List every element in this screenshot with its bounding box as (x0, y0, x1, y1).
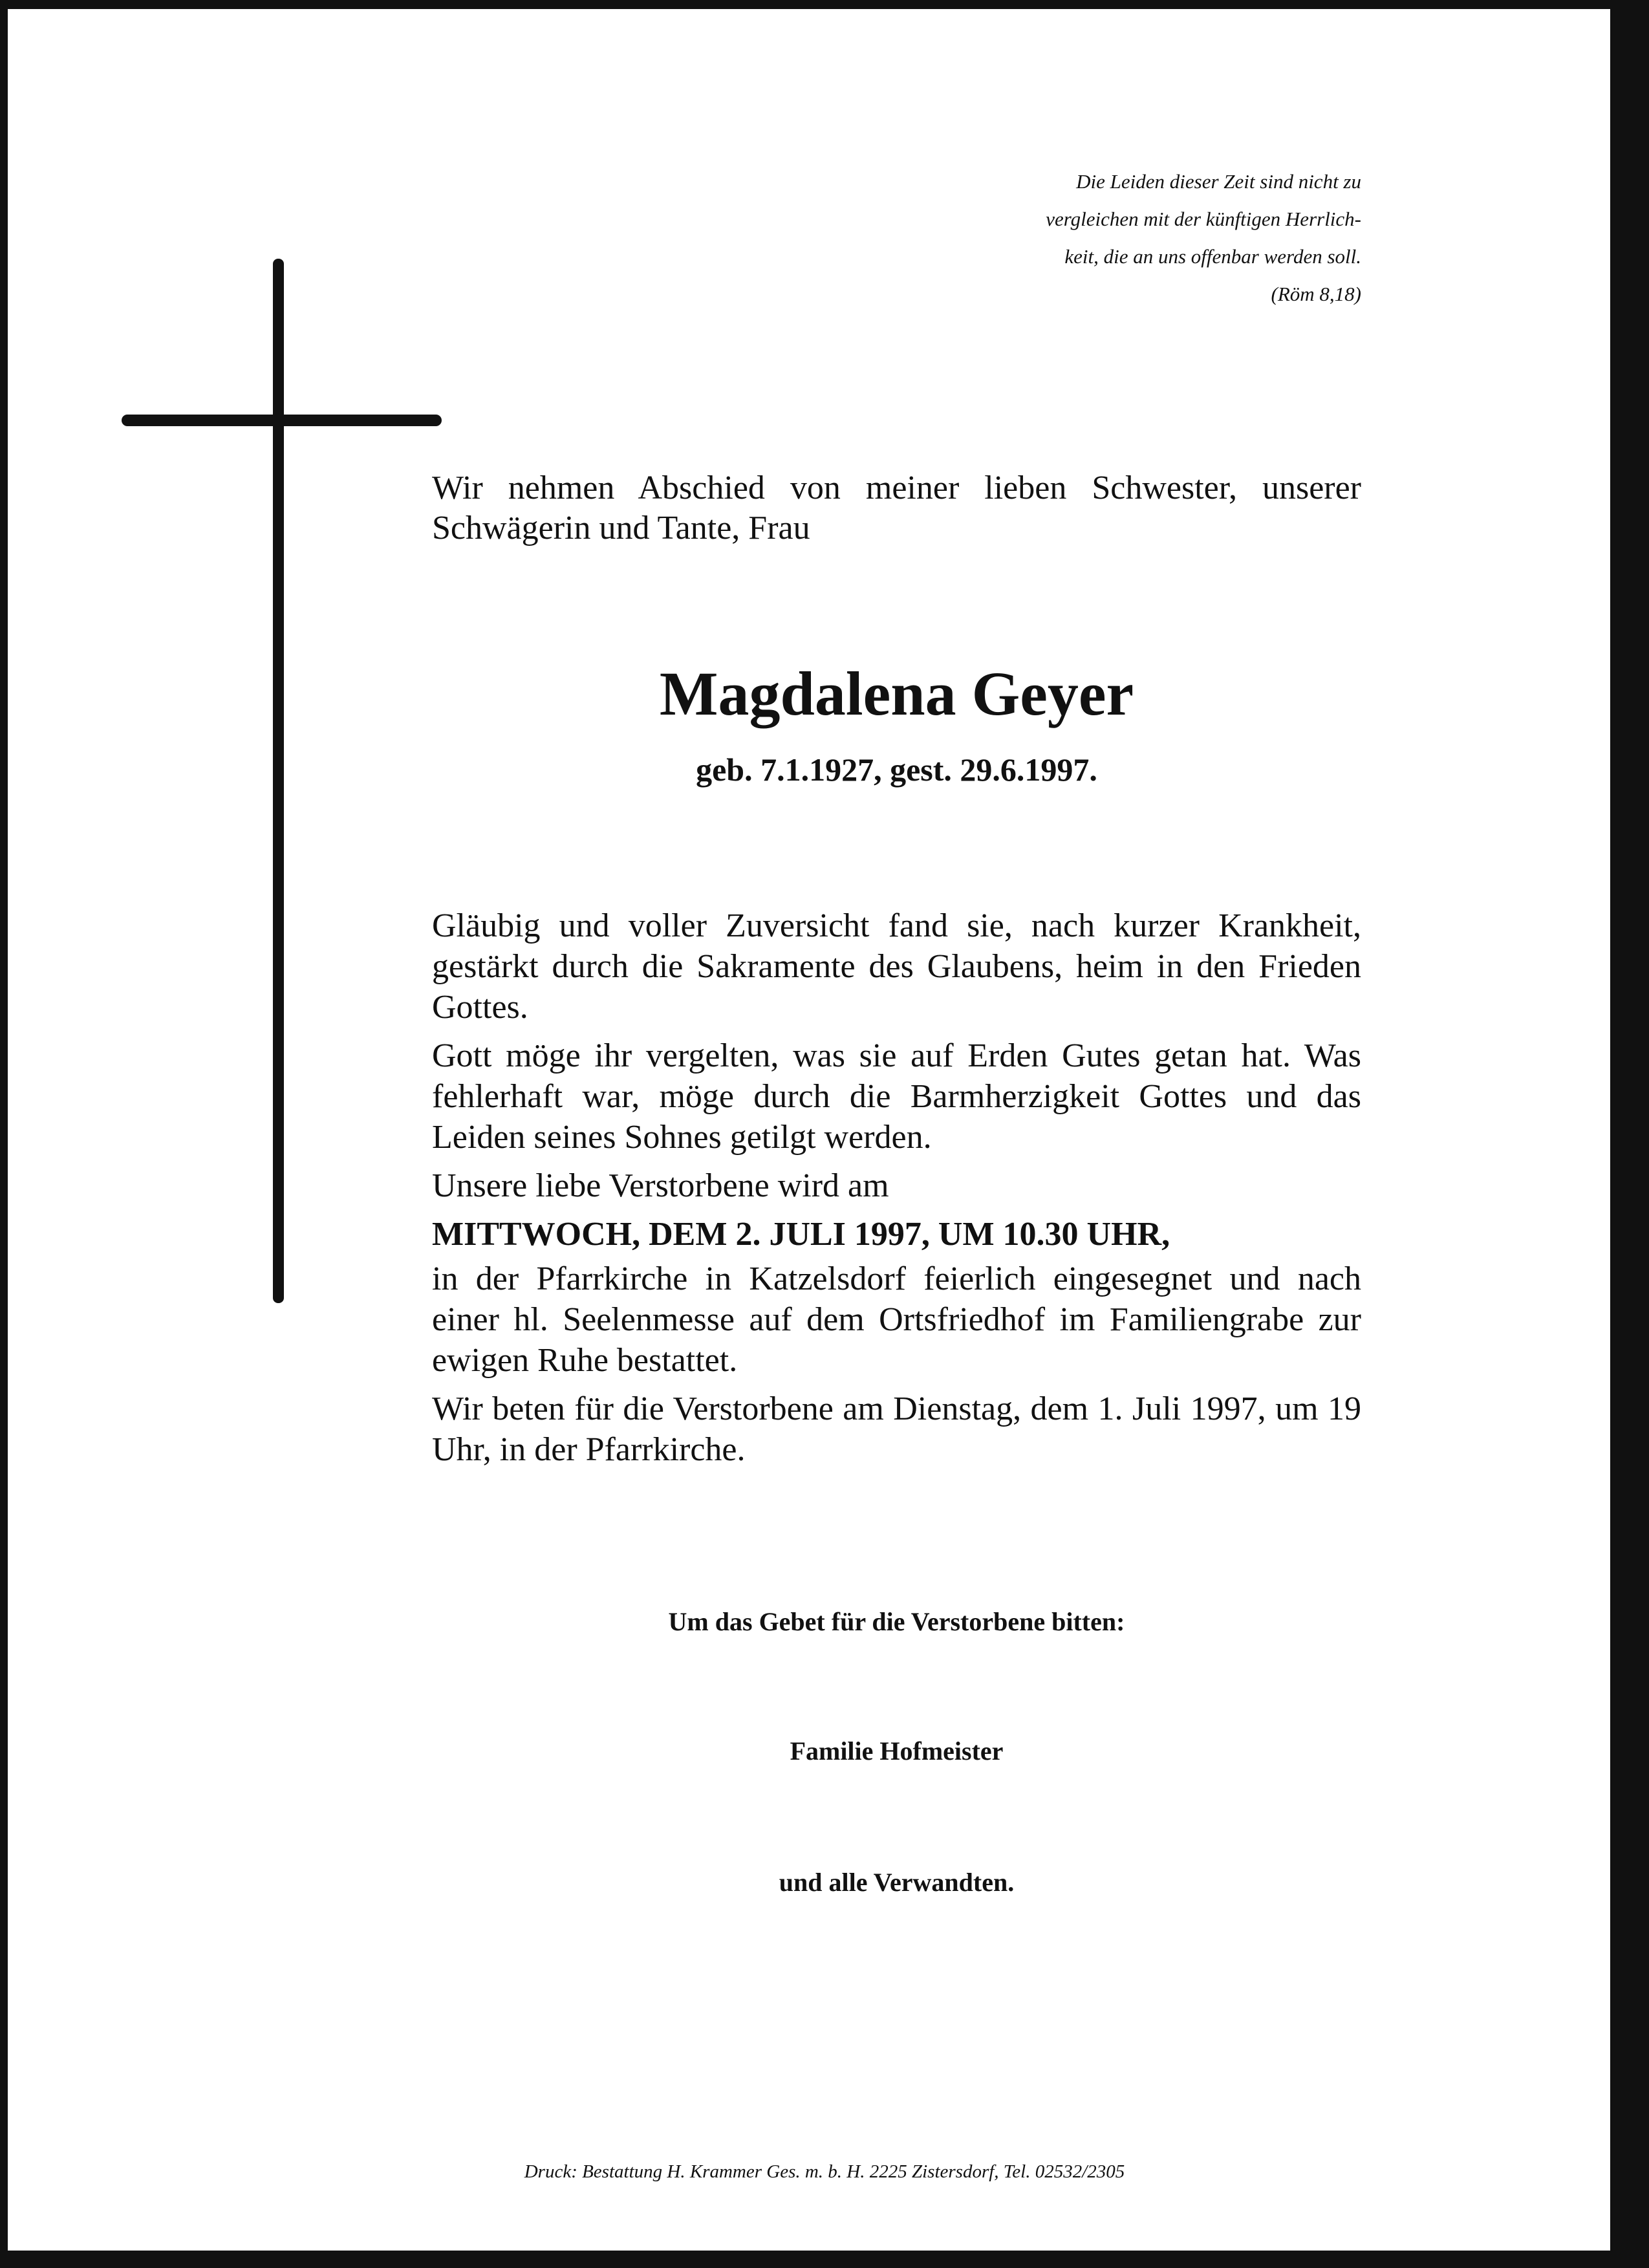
deceased-name: Magdalena Geyer (659, 659, 1134, 728)
obituary-body (432, 905, 1361, 1478)
deceased-dates: geb. 7.1.1927, gest. 29.6.1997. (696, 751, 1097, 788)
verse-line: keit, die an uns offenbar werden soll. (1064, 245, 1361, 268)
scan-border-right (1610, 0, 1649, 2268)
paragraph-faith: Gläubig und voller Zuversicht fand sie, nach kurzer Krankheit, gestärkt durch die Sakramente des Glaubens, heim in den Frieden Gottes. (432, 907, 1361, 1026)
prayer-request: Um das Gebet für die Verstorbene bitten: (668, 1607, 1125, 1636)
funeral-intro: Unsere liebe Verstorbene wird am (432, 1167, 889, 1204)
scan-border-top (0, 0, 1649, 9)
verse-line: Die Leiden dieser Zeit sind nicht zu (1076, 170, 1361, 193)
cross-horizontal-bar (122, 415, 442, 426)
paragraph-blessing: Gott möge ihr vergelten, was sie auf Erden Gutes getan hat. Was fehlerhaft war, möge durch die Barmherzigkeit Gottes und das Leiden seines Sohnes getilgt werden. (432, 1037, 1361, 1156)
scan-border-bottom (0, 2251, 1649, 2268)
verse-reference: (Röm 8,18) (1271, 283, 1361, 305)
paragraph-funeral (432, 1165, 1361, 1381)
farewell-intro: Wir nehmen Abschied von meiner lieben Schwester, unserer Schwägerin und Tante, Frau (432, 470, 1361, 546)
family-name: Familie Hofmeister (790, 1736, 1004, 1766)
funeral-datetime: MITTWOCH, DEM 2. JULI 1997, UM 10.30 UHR, (432, 1216, 1170, 1253)
relatives-line: und alle Verwandten. (779, 1868, 1015, 1897)
paragraph-prayer: Wir beten für die Verstorbene am Dienstag, dem 1. Juli 1997, um 19 Uhr, in der Pfarrkirche. (432, 1390, 1361, 1468)
printer-footer: Druck: Bestattung H. Krammer Ges. m. b. H. 2225 Zistersdorf, Tel. 02532/2305 (524, 2161, 1125, 2182)
bible-verse (892, 163, 1361, 313)
verse-line: vergleichen mit der künftigen Herrlich- (1046, 208, 1361, 230)
funeral-details: in der Pfarrkirche in Katzelsdorf feierlich eingesegnet und nach einer hl. Seelenmesse auf dem Ortsfriedhof im Familiengrabe zur ewigen Ruhe bestattet. (432, 1260, 1361, 1379)
scan-border-left (0, 0, 8, 2268)
